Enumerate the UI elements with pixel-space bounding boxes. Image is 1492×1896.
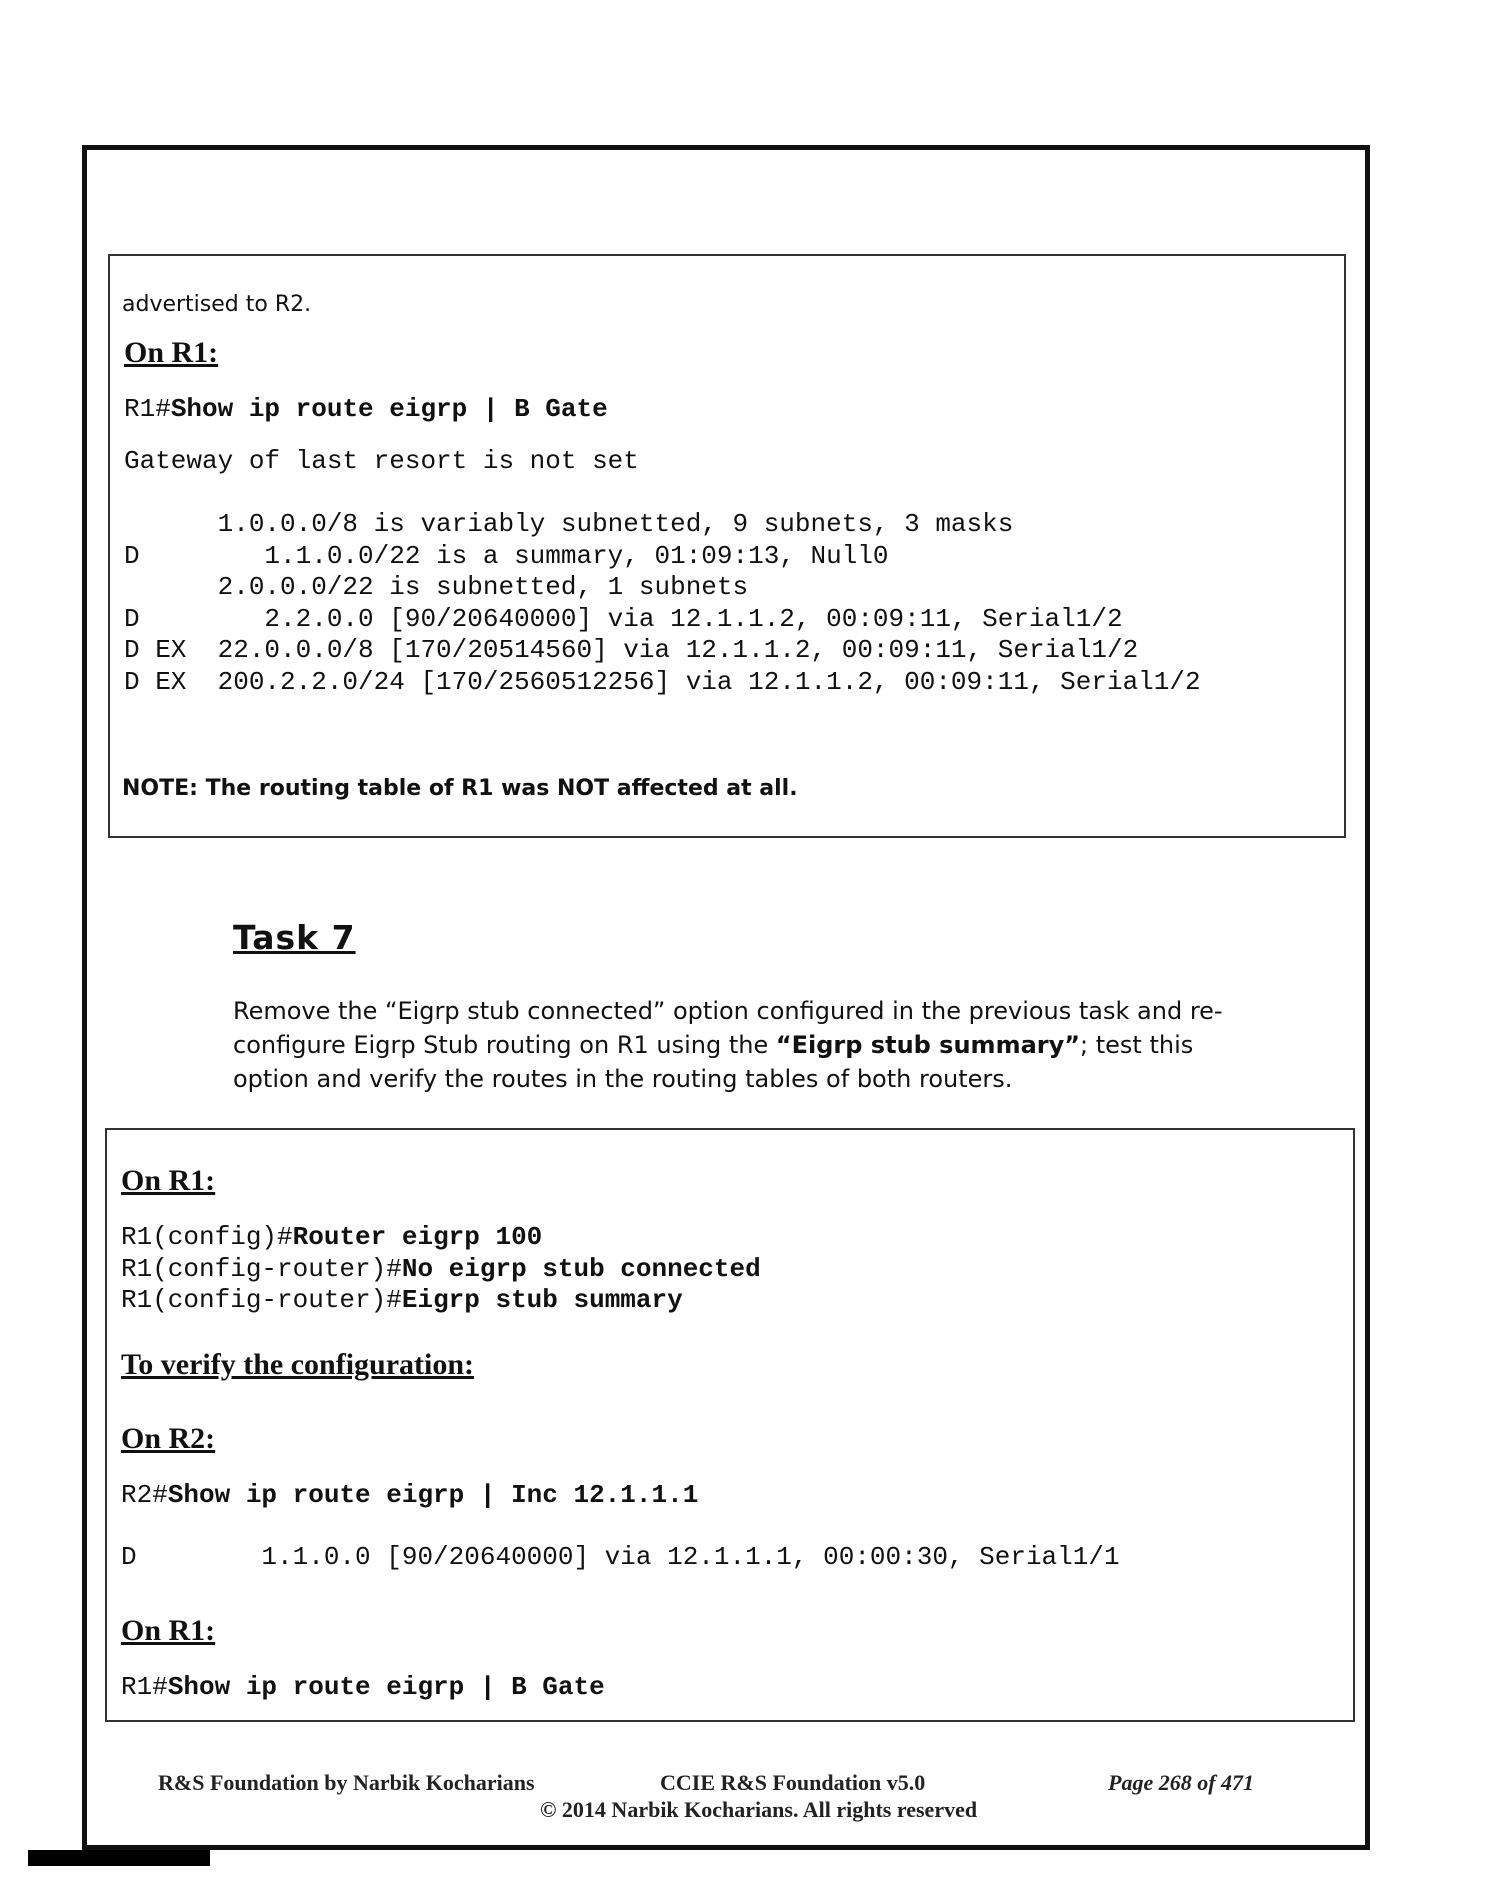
footer-copyright: © 2014 Narbik Kocharians. All rights reserved bbox=[540, 1797, 978, 1822]
config-prompt-3: R1(config-router)# bbox=[121, 1285, 402, 1315]
task-title: Task 7 bbox=[233, 918, 356, 957]
task-description bbox=[233, 994, 1273, 1096]
command-text: Show ip route eigrp | B Gate bbox=[170, 394, 608, 424]
task-desc-bold: “Eigrp stub summary” bbox=[775, 1031, 1081, 1059]
heading-on-r1-config: On R1: bbox=[121, 1164, 216, 1197]
footer-center: CCIE R&S Foundation v5.0 bbox=[660, 1770, 926, 1795]
output-box-r1 bbox=[108, 254, 1346, 838]
config-prompt-1: R1(config)# bbox=[121, 1222, 293, 1252]
r1b-command: Show ip route eigrp | B Gate bbox=[167, 1672, 605, 1702]
r1b-command-line bbox=[121, 1672, 605, 1704]
scan-artifact-bar bbox=[28, 1850, 210, 1866]
heading-on-r1: On R1: bbox=[124, 336, 219, 369]
gateway-line: Gateway of last resort is not set bbox=[124, 446, 639, 476]
config-cmd-2: No eigrp stub connected bbox=[401, 1253, 761, 1284]
note-text: NOTE: The routing table of R1 was NOT affected at all. bbox=[122, 776, 798, 801]
heading-on-r1-verify: On R1: bbox=[121, 1614, 216, 1647]
route-output: 1.0.0.0/8 is variably subnetted, 9 subnets, 3 masks D 1.1.0.0/22 is a summary, 01:09:13, Null0 2.0.0.0/22 is subnetted, 1 subnets D 2.2.0.0 [90/20640000] via 12.1.1.2, 00:09:11, Serial1/2 D EX 22.0.0.0/8 [170/20514560] via 12.1.1.2, 00:09:11, Serial1/2 D EX 200.2.2.0/24 [170/2560512256] via 12.1.1.2, 00:09:11, Serial1/2 bbox=[124, 509, 1201, 697]
task-desc-part1: Remove the “Eigrp stub connected” option configured in the previous task and re-configure Eigrp Stub routing on R1 using the bbox=[233, 997, 1223, 1059]
config-cmd-1: Router eigrp 100 bbox=[292, 1222, 543, 1252]
config-lines bbox=[121, 1222, 761, 1317]
config-cmd-3: Eigrp stub summary bbox=[401, 1285, 683, 1315]
r2-output: D 1.1.0.0 [90/20640000] via 12.1.1.1, 00:00:30, Serial1/1 bbox=[121, 1542, 1120, 1572]
command-line bbox=[124, 394, 608, 426]
r2-command: Show ip route eigrp | Inc 12.1.1.1 bbox=[167, 1480, 699, 1510]
footer-left: R&S Foundation by Narbik Kocharians bbox=[158, 1770, 535, 1795]
intro-text: advertised to R2. bbox=[122, 292, 312, 317]
heading-on-r2: On R2: bbox=[121, 1422, 216, 1455]
r1b-prompt: R1# bbox=[121, 1672, 168, 1702]
task-desc-part2: ; test this option and verify the routes in the routing tables of both routers. bbox=[233, 1031, 1194, 1093]
config-box bbox=[105, 1128, 1355, 1722]
verify-heading: To verify the configuration: bbox=[121, 1348, 475, 1381]
r2-prompt: R2# bbox=[121, 1480, 168, 1510]
command-prompt: R1# bbox=[124, 394, 171, 424]
r2-command-line bbox=[121, 1480, 698, 1512]
footer-page-number: Page 268 of 471 bbox=[1108, 1770, 1255, 1795]
config-prompt-2: R1(config-router)# bbox=[121, 1253, 402, 1284]
